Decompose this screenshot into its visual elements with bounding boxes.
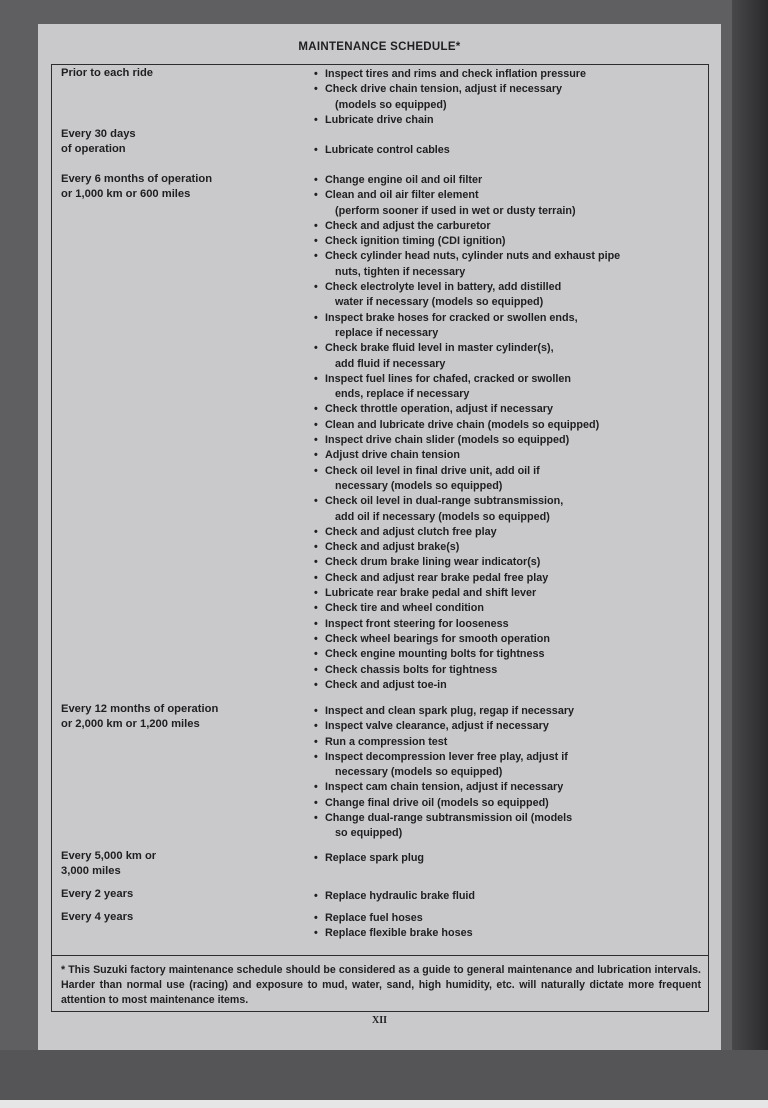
- task-text: Check ignition timing (CDI ignition): [325, 235, 506, 248]
- task-item: [314, 249, 706, 280]
- task-text: Inspect decompression lever free play, adjust if: [325, 750, 568, 763]
- task-text: Replace flexible brake hoses: [325, 927, 473, 940]
- bullet-icon: •: [314, 68, 318, 80]
- task-text: Replace hydraulic brake fluid: [325, 890, 476, 902]
- bullet-icon: •: [314, 342, 318, 355]
- task-item: [314, 704, 706, 719]
- task-item: [314, 750, 706, 781]
- task-list: [314, 67, 706, 128]
- bullet-icon: •: [314, 541, 318, 554]
- task-item: [314, 555, 706, 570]
- task-item: [314, 311, 706, 342]
- interval-label-line: Every 12 months of operation: [61, 703, 219, 715]
- interval-label: [61, 66, 281, 81]
- task-text: Inspect brake hoses for cracked or swollen ends,: [325, 311, 578, 324]
- interval-label-line: Every 4 years: [61, 911, 134, 923]
- task-text: Check and adjust the carburetor: [325, 219, 491, 232]
- task-text: Inspect fuel lines for chafed, cracked or swollen: [325, 372, 572, 385]
- interval-label: [61, 702, 281, 733]
- task-item: [314, 448, 706, 463]
- bullet-icon: •: [314, 83, 318, 96]
- task-text: Check and adjust brake(s): [325, 541, 460, 554]
- footnote-divider: [52, 955, 708, 956]
- bullet-icon: •: [314, 250, 318, 263]
- task-text: Inspect valve clearance, adjust if necessary: [325, 720, 549, 733]
- task-item: [314, 67, 706, 82]
- bullet-icon: •: [314, 852, 318, 864]
- interval-label: [61, 127, 281, 158]
- task-item: [314, 926, 706, 941]
- interval-label-line: or 1,000 km or 600 miles: [61, 188, 191, 201]
- task-item: [314, 372, 706, 403]
- bullet-icon: •: [314, 648, 318, 661]
- bullet-icon: •: [314, 720, 318, 733]
- interval-label: [61, 910, 281, 925]
- task-text: Lubricate rear brake pedal and shift lever: [325, 587, 537, 600]
- task-item: [314, 586, 706, 601]
- manual-page: [38, 24, 721, 1050]
- task-list: [314, 889, 706, 904]
- task-item: [314, 143, 706, 158]
- interval-label-line: of operation: [61, 143, 126, 156]
- interval-label: [61, 849, 281, 880]
- bullet-icon: •: [314, 525, 318, 538]
- task-item: [314, 540, 706, 555]
- task-text: Check and adjust rear brake pedal free play: [325, 571, 549, 584]
- task-list: [314, 911, 706, 942]
- interval-label-line: 3,000 miles: [61, 865, 121, 878]
- task-item: [314, 911, 706, 926]
- task-item: [314, 796, 706, 811]
- task-text: Check electrolyte level in battery, add distilled: [325, 281, 562, 294]
- task-item: [314, 341, 706, 372]
- task-text: Check engine mounting bolts for tightness: [325, 648, 545, 661]
- bullet-icon: •: [314, 571, 318, 584]
- task-list: [314, 173, 706, 693]
- page-title: MAINTENANCE SCHEDULE*: [298, 41, 461, 53]
- task-text-continued: nuts, tighten if necessary: [335, 265, 466, 278]
- bullet-icon: •: [314, 174, 318, 186]
- bullet-icon: •: [314, 663, 318, 676]
- task-text: Check wheel bearings for smooth operation: [325, 632, 550, 645]
- bullet-icon: •: [314, 281, 318, 294]
- bullet-icon: •: [314, 796, 318, 809]
- footnote: * This Suzuki factory maintenance schedule should be considered as a guide to general maintenance and lubrication intervals. Harder than normal use (racing) and exposure to mud, water, sand, high humidity, etc. will naturally dictate more frequent attention to most maintenance items.: [61, 964, 701, 1007]
- bullet-icon: •: [314, 189, 318, 202]
- task-text: Replace fuel hoses: [325, 912, 423, 924]
- task-text: Check drive chain tension, adjust if necessary: [325, 83, 563, 96]
- task-text: Lubricate drive chain: [325, 113, 434, 126]
- bullet-icon: •: [314, 617, 318, 630]
- task-text: Run a compression test: [325, 735, 448, 748]
- task-text-continued: so equipped): [335, 827, 403, 840]
- task-text: Check and adjust clutch free play: [325, 525, 497, 538]
- task-item: [314, 632, 706, 647]
- task-item: [314, 525, 706, 540]
- task-text: Inspect cam chain tension, adjust if necessary: [325, 781, 564, 794]
- bullet-icon: •: [314, 602, 318, 615]
- bullet-icon: •: [314, 912, 318, 924]
- task-text: Check brake fluid level in master cylinder(s),: [325, 342, 554, 355]
- bullet-icon: •: [314, 403, 318, 416]
- task-item: [314, 889, 706, 904]
- task-text-continued: necessary (models so equipped): [335, 766, 503, 779]
- bullet-icon: •: [314, 750, 318, 763]
- scan-bottom-strip: [0, 1100, 768, 1108]
- bullet-icon: •: [314, 632, 318, 645]
- task-item: [314, 82, 706, 113]
- task-text: Check throttle operation, adjust if necessary: [325, 403, 553, 416]
- bullet-icon: •: [314, 495, 318, 508]
- task-item: [314, 617, 706, 632]
- task-text: Lubricate control cables: [325, 144, 450, 156]
- task-item: [314, 234, 706, 249]
- bullet-icon: •: [314, 464, 318, 477]
- bullet-icon: •: [314, 556, 318, 569]
- bullet-icon: •: [314, 678, 318, 691]
- interval-label: [61, 172, 281, 203]
- task-text: Adjust drive chain tension: [325, 449, 460, 462]
- task-text-continued: ends, replace if necessary: [335, 388, 470, 401]
- task-text: Check tire and wheel condition: [325, 602, 484, 615]
- task-text-continued: (models so equipped): [335, 98, 447, 111]
- task-list: [314, 851, 706, 866]
- interval-label: [61, 887, 281, 902]
- interval-label-line: Every 6 months of operation: [61, 173, 213, 185]
- task-item: [314, 780, 706, 795]
- interval-label-line: Every 30 days: [61, 128, 136, 140]
- task-item: [314, 402, 706, 417]
- task-item: [314, 494, 706, 525]
- task-text: Change final drive oil (models so equipped): [325, 796, 549, 809]
- bullet-icon: •: [314, 144, 318, 156]
- task-text: Clean and oil air filter element: [325, 189, 479, 202]
- bullet-icon: •: [314, 812, 318, 825]
- task-text-continued: add fluid if necessary: [335, 357, 446, 370]
- interval-label-line: Every 2 years: [61, 888, 134, 900]
- bullet-icon: •: [314, 927, 318, 940]
- task-text: Inspect and clean spark plug, regap if necessary: [325, 705, 575, 717]
- task-text-continued: water if necessary (models so equipped): [335, 296, 544, 309]
- task-text: Change dual-range subtransmission oil (models: [325, 812, 573, 825]
- bullet-icon: •: [314, 781, 318, 794]
- task-text-continued: replace if necessary: [335, 326, 439, 339]
- task-text: Clean and lubricate drive chain (models so equipped): [325, 418, 600, 431]
- task-item: [314, 173, 706, 188]
- task-item: [314, 851, 706, 866]
- interval-label-line: or 2,000 km or 1,200 miles: [61, 718, 200, 731]
- bullet-icon: •: [314, 219, 318, 232]
- bullet-icon: •: [314, 311, 318, 324]
- bullet-icon: •: [314, 735, 318, 748]
- task-item: [314, 433, 706, 448]
- task-text: Inspect tires and rims and check inflation pressure: [325, 68, 587, 80]
- task-text: Check drum brake lining wear indicator(s): [325, 556, 541, 569]
- scan-dark-edge: [732, 0, 768, 1108]
- task-item: [314, 219, 706, 234]
- task-text: Check and adjust toe-in: [325, 678, 447, 691]
- interval-label-line: Every 5,000 km or: [61, 850, 157, 862]
- task-item: [314, 464, 706, 495]
- task-text: Check oil level in final drive unit, add oil if: [325, 464, 540, 477]
- task-item: [314, 678, 706, 693]
- page-number: XII: [371, 1015, 387, 1026]
- task-item: [314, 719, 706, 734]
- bullet-icon: •: [314, 449, 318, 462]
- task-text: Change engine oil and oil filter: [325, 174, 483, 186]
- task-text: Inspect drive chain slider (models so equipped): [325, 434, 570, 447]
- task-text: Check cylinder head nuts, cylinder nuts and exhaust pipe: [325, 250, 621, 263]
- bullet-icon: •: [314, 705, 318, 717]
- bullet-icon: •: [314, 418, 318, 431]
- task-item: [314, 113, 706, 128]
- bullet-icon: •: [314, 434, 318, 447]
- task-item: [314, 601, 706, 616]
- task-item: [314, 647, 706, 662]
- task-item: [314, 571, 706, 586]
- interval-label-line: Prior to each ride: [61, 67, 154, 79]
- task-list: [314, 143, 706, 158]
- bullet-icon: •: [314, 587, 318, 600]
- task-text-continued: (perform sooner if used in wet or dusty terrain): [335, 204, 576, 217]
- bullet-icon: •: [314, 113, 318, 126]
- task-item: [314, 811, 706, 842]
- task-text-continued: necessary (models so equipped): [335, 479, 503, 492]
- task-text-continued: add oil if necessary (models so equipped): [335, 510, 550, 523]
- bullet-icon: •: [314, 890, 318, 902]
- task-text: Inspect front steering for looseness: [325, 617, 509, 630]
- task-item: [314, 735, 706, 750]
- task-text: Check chassis bolts for tightness: [325, 663, 498, 676]
- task-text: Check oil level in dual-range subtransmission,: [325, 495, 564, 508]
- task-item: [314, 188, 706, 219]
- bullet-icon: •: [314, 235, 318, 248]
- schedule-table: [51, 64, 709, 1012]
- task-item: [314, 280, 706, 311]
- task-text: Replace spark plug: [325, 852, 425, 864]
- bullet-icon: •: [314, 372, 318, 385]
- task-item: [314, 663, 706, 678]
- task-item: [314, 418, 706, 433]
- task-list: [314, 704, 706, 842]
